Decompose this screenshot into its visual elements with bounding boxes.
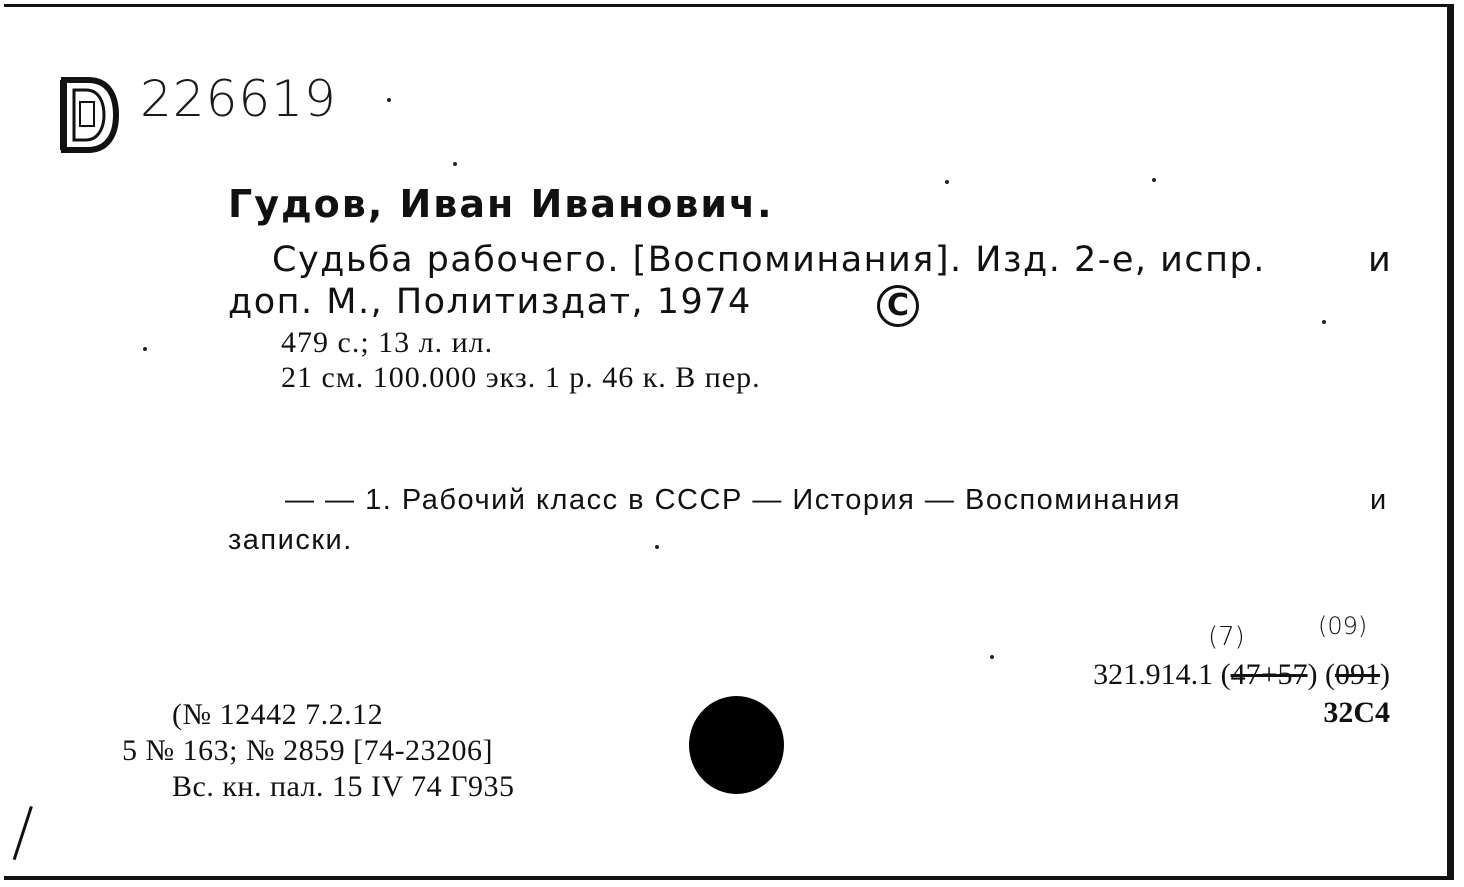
- udc-suffix: ): [1380, 658, 1390, 691]
- chamber-line: Вс. кн. пал. 15 IV 74 Г935: [172, 770, 515, 803]
- subject-line-1: — — 1. Рабочий класс в СССР — История — Воспоминания: [285, 484, 1181, 516]
- handwritten-note-b: (09): [1318, 612, 1368, 640]
- speck-mark: [387, 98, 391, 102]
- author-name: Гудов, Иван Иванович.: [228, 182, 774, 226]
- bbk-code: 32С4: [1323, 696, 1390, 729]
- speck-mark: [143, 347, 147, 351]
- speck-mark: [655, 545, 659, 549]
- handwritten-note-a: (7): [1208, 622, 1245, 652]
- udc-prefix: 321.914.1 (: [1093, 658, 1231, 691]
- copyright-icon: C: [877, 285, 919, 327]
- format-line: 21 см. 100.000 экз. 1 р. 46 к. В пер.: [281, 361, 761, 394]
- udc-mid: ) (: [1307, 658, 1335, 691]
- publication-line: доп. М., Политиздат, 1974: [228, 282, 752, 322]
- udc-index: [1093, 658, 1390, 692]
- speck-mark: [945, 180, 949, 184]
- stamp-d-icon: [58, 76, 120, 154]
- ink-blot: [689, 696, 784, 794]
- subject-line-2: записки.: [228, 524, 353, 556]
- speck-mark: [1322, 320, 1326, 324]
- record-number-line: (№ 12442 7.2.12: [172, 698, 384, 731]
- pages-line: 479 с.; 13 л. ил.: [281, 326, 494, 359]
- udc-struck-part-2: 091: [1335, 658, 1380, 691]
- record-ref-line: 5 № 163; № 2859 [74-23206]: [122, 734, 494, 767]
- inventory-number: 226619: [140, 70, 337, 128]
- speck-mark: [990, 655, 994, 659]
- speck-mark: [453, 162, 457, 166]
- title-line-1: Судьба рабочего. [Воспоминания]. Изд. 2-е, испр.: [272, 240, 1266, 280]
- speck-mark: [1152, 178, 1156, 182]
- title-line-1-end: и: [1368, 240, 1393, 280]
- udc-struck-part: 47+57: [1230, 658, 1308, 691]
- subject-line-1-end: и: [1370, 484, 1388, 516]
